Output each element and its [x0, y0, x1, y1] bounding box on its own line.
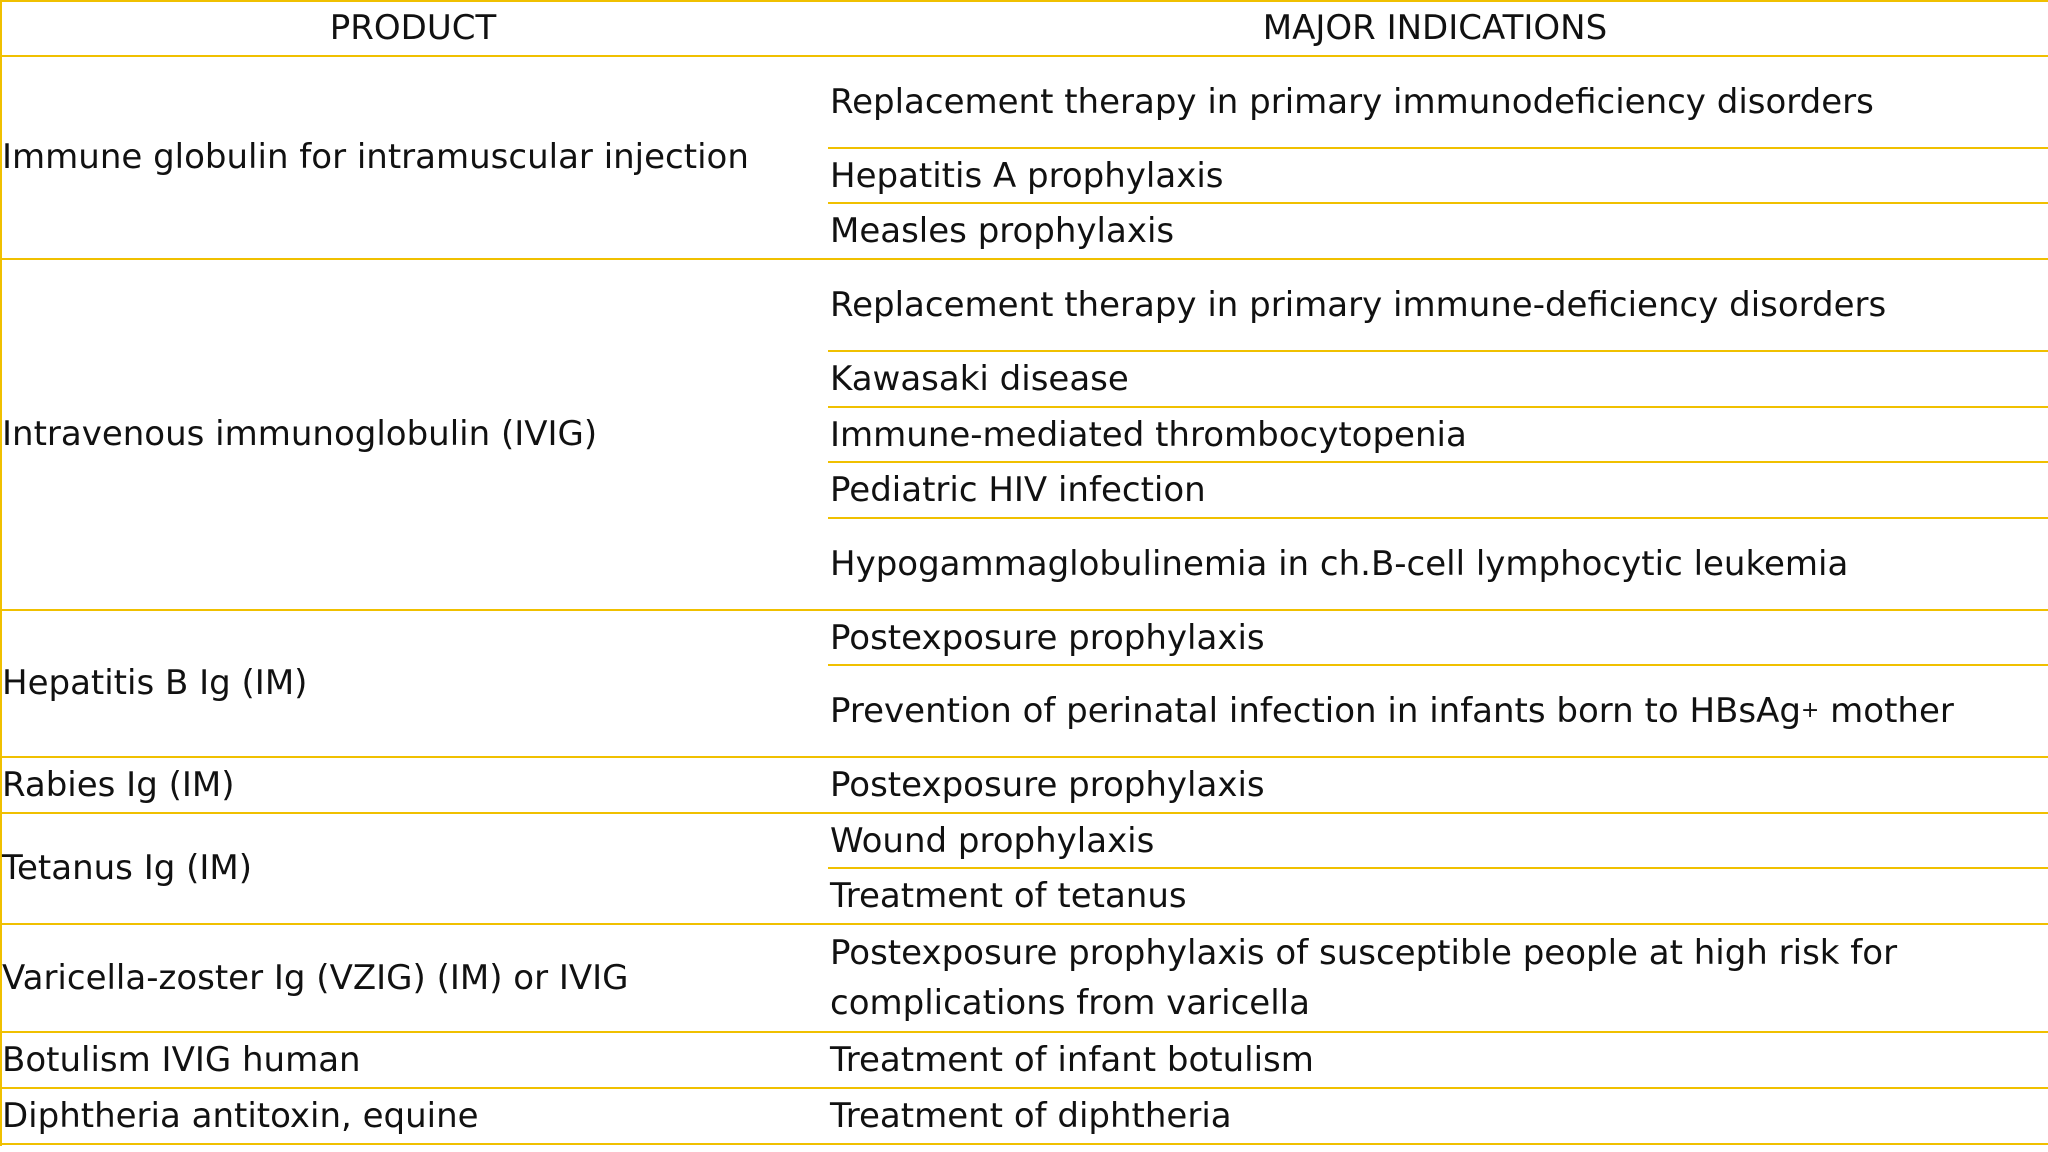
indication-text: Prevention of perinatal infection in infants born to HBsAg: [830, 691, 1801, 731]
indication-cell: Replacement therapy in primary immunodeficiency disorders: [830, 82, 1874, 122]
indication-cell: Hepatitis A prophylaxis: [830, 155, 1224, 196]
product-cell: Varicella-zoster Ig (VZIG) (IM) or IVIG: [2, 957, 629, 998]
product-cell: Hepatitis B Ig (IM): [2, 663, 308, 703]
table-top-rule: [0, 0, 2048, 2]
indication-cell: Immune-mediated thrombocytopenia: [830, 414, 1467, 455]
indication-cell: Postexposure prophylaxis of susceptible people at high risk for complications from varicella: [830, 932, 1898, 1023]
table-bottom-rule: [0, 1143, 2048, 1145]
indication-cell: Replacement therapy in primary immune-deficiency disorders: [830, 285, 1887, 325]
product-cell: Intravenous immunoglobulin (IVIG): [2, 414, 598, 454]
indication-cell: Hypogammaglobulinemia in ch.B-cell lymphocytic leukemia: [830, 544, 1849, 584]
indication-cell: Wound prophylaxis: [830, 820, 1155, 861]
indication-cell: Prevention of perinatal infection in infants born to HBsAg + mother: [830, 665, 2040, 757]
indication-cell: Postexposure prophylaxis: [830, 764, 1265, 805]
indication-cell: Treatment of diphtheria: [830, 1095, 1232, 1136]
indication-cell: Kawasaki disease: [830, 358, 1129, 399]
indication-cell: Treatment of infant botulism: [830, 1039, 1314, 1080]
indication-cell: Measles prophylaxis: [830, 210, 1175, 251]
product-cell: Tetanus Ig (IM): [2, 848, 253, 888]
indication-cell: Pediatric HIV infection: [830, 469, 1206, 510]
indication-cell: Postexposure prophylaxis: [830, 617, 1265, 658]
product-cell: Diphtheria antitoxin, equine: [2, 1095, 479, 1136]
indication-cell: Treatment of tetanus: [830, 875, 1187, 916]
product-cell: Rabies Ig (IM): [2, 764, 235, 805]
header-product: PRODUCT: [329, 8, 497, 48]
product-cell: Botulism IVIG human: [2, 1039, 361, 1080]
indication-text: mother: [1819, 691, 1954, 731]
product-cell: Immune globulin for intramuscular injection: [2, 137, 749, 177]
header-indications: MAJOR INDICATIONS: [1262, 8, 1608, 48]
